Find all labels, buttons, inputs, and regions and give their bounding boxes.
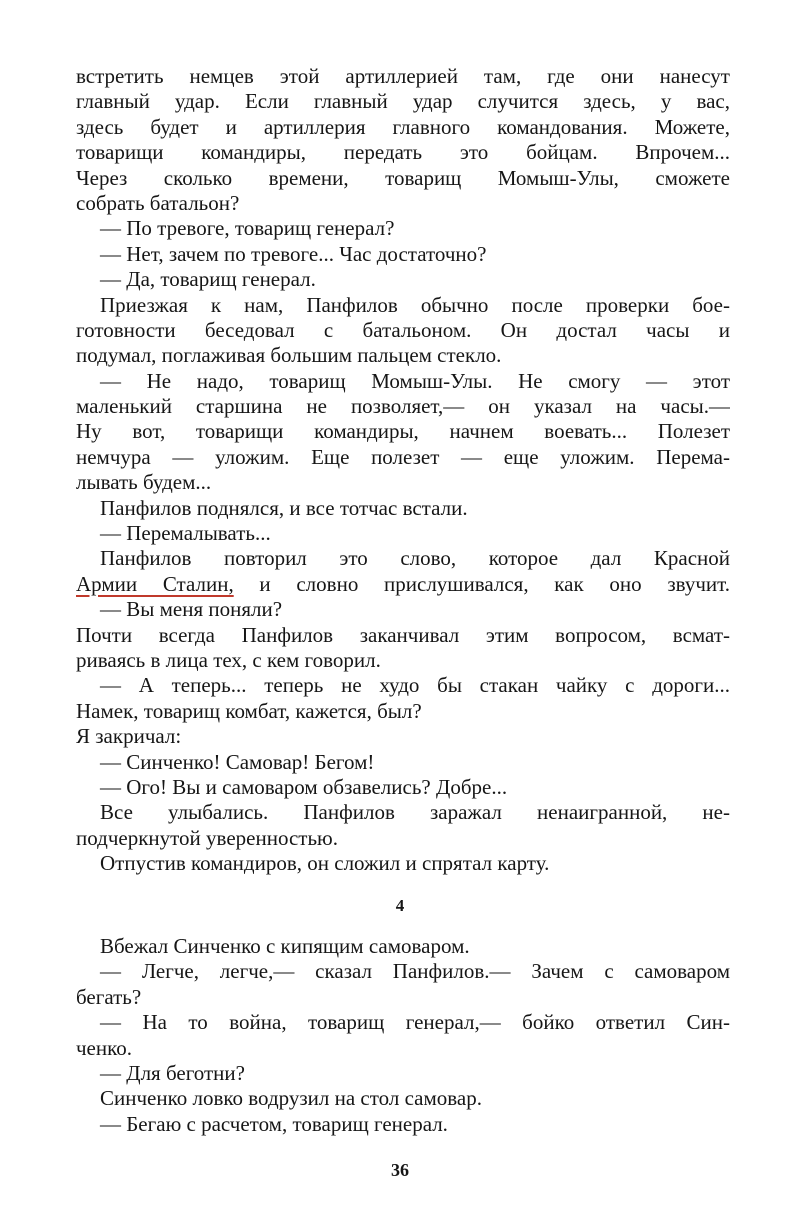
text-line: Почти всегда Панфилов заканчивал этим вопросом, всмат- <box>76 622 730 647</box>
text-line: немчура — уложим. Еще полезет — еще уложим. Перема- <box>76 444 730 469</box>
text-line: ченко. <box>76 1035 133 1060</box>
text-line-rest: и словно прислушивался, как оно звучит. <box>233 571 730 596</box>
text-line: — Не надо, товарищ Момыш-Улы. Не смогу — этот <box>100 368 730 393</box>
text-line: подумал, поглаживая большим пальцем стекло. <box>76 343 502 368</box>
text-line: — Перемалывать... <box>100 521 271 546</box>
text-line: встретить немцев этой артиллерией там, где они нанесут <box>76 64 730 88</box>
text-line: маленький старшина не позволяет,— он указал на часы.— <box>76 394 730 419</box>
text-line <box>76 572 730 597</box>
section-number: 4 <box>395 896 405 915</box>
text-line: — А теперь... теперь не худо бы стакан чайку с дороги... <box>100 673 730 698</box>
text-block-top <box>76 64 730 877</box>
text-line: Ну вот, товарищи командиры, начнем воевать... Полезет <box>76 419 730 444</box>
text-line: — Нет, зачем по тревоге... Час достаточно? <box>100 241 487 266</box>
text-line: готовности беседовал с батальоном. Он достал часы и <box>76 317 730 342</box>
text-line: — Синченко! Самовар! Бегом! <box>100 749 375 774</box>
text-line: главный удар. Если главный удар случится здесь, у вас, <box>76 89 730 114</box>
text-line: Все улыбались. Панфилов заражал ненаигранной, не- <box>100 800 730 825</box>
text-line: — Вы меня поняли? <box>100 597 283 622</box>
text-line: риваясь в лица тех, с кем говорил. <box>76 647 381 672</box>
text-line: подчеркнутой уверенностью. <box>76 825 338 850</box>
text-line: Синченко ловко водрузил на стол самовар. <box>100 1086 482 1111</box>
text-line: — Легче, легче,— сказал Панфилов.— Зачем с самоваром <box>100 959 730 984</box>
text-block-bottom <box>76 934 730 1137</box>
text-line: — Для беготни? <box>100 1060 245 1085</box>
text-line: Я закричал: <box>76 724 182 749</box>
text-line: — Ого! Вы и самоваром обзавелись? Добре... <box>100 774 508 799</box>
text-line: лывать будем... <box>76 470 212 495</box>
text-line: Через сколько времени, товарищ Момыш-Улы, сможете <box>76 165 730 190</box>
text-line: — Да, товарищ генерал. <box>100 267 316 292</box>
text-line: здесь будет и артиллерия главного командования. Можете, <box>76 114 730 139</box>
text-line: — На то война, товарищ генерал,— бойко ответил Син- <box>100 1010 730 1035</box>
underlined-phrase: Армии Сталин, <box>76 571 234 596</box>
text-line: Панфилов поднялся, и все тотчас встали. <box>100 495 468 520</box>
text-line: Намек, товарищ комбат, кажется, был? <box>76 698 422 723</box>
text-line: — Бегаю с расчетом, товарищ генерал. <box>100 1111 448 1136</box>
text-line: — По тревоге, товарищ генерал? <box>100 216 395 241</box>
page-number: 36 <box>391 1160 409 1180</box>
text-line: Приезжая к нам, Панфилов обычно после проверки бое- <box>100 292 730 317</box>
text-line: Панфилов повторил это слово, которое дал Красной <box>100 546 730 571</box>
text-line: Отпустив командиров, он сложил и спрятал карту. <box>100 851 550 876</box>
text-line: товарищи командиры, передать это бойцам. Впрочем... <box>76 140 730 165</box>
text-line: бегать? <box>76 984 142 1009</box>
text-line: Вбежал Синченко с кипящим самоваром. <box>100 934 470 958</box>
text-line: собрать батальон? <box>76 190 240 215</box>
